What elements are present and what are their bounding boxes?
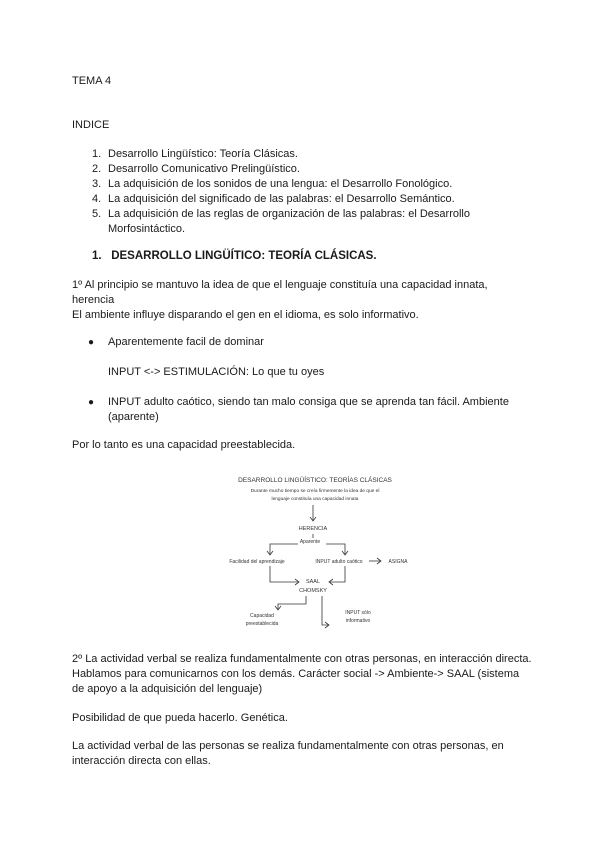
diagram-arrow-bottom-right [322, 596, 328, 625]
diagram-bottom-right-label: informativo [345, 618, 371, 624]
toc-item [92, 207, 532, 237]
diagram-bottom-right-label: INPUT sólo [345, 610, 371, 616]
diagram-center-label: SAAL [305, 579, 321, 585]
document-title: TEMA 4 [72, 75, 112, 87]
table-of-contents [92, 147, 532, 237]
diagram-intro-line: Durante mucho tiempo se creía firmemente la idea de que el [250, 489, 380, 494]
toc-item-text: La adquisición del significado de las palabras: el Desarrollo Semántico. [108, 193, 455, 205]
diagram-arrow-right [326, 544, 345, 554]
toc-item-number: 3. [92, 178, 102, 190]
input-stimulation-line: INPUT <-> ESTIMULACIÓN: Lo que tu oyes [108, 366, 325, 378]
toc-item-text: Desarrollo Lingüístico: Teoría Clásicas. [108, 148, 298, 160]
diagram-arrow-left [270, 544, 298, 554]
diagram-aparente-label: Aparente [299, 539, 321, 545]
diagram-bottom-left-label: Capacidad [250, 613, 274, 619]
diagram-arrow-bottom-left [278, 596, 306, 609]
toc-item-text: Desarrollo Comunicativo Prelingüístico. [108, 163, 300, 175]
diagram-left-label: Facilidad del aprendizaje [229, 559, 285, 565]
diagram-svg [220, 470, 410, 630]
paragraph-social: 2º La actividad verbal se realiza fundamentalmente con otras personas, en interacción directa. Hablamos para comunicarnos con los demás. Carácter social -> Ambiente-> SAAL (sistema de apoyo a la adquisición del lenguaje) [72, 653, 532, 695]
toc-item [92, 147, 532, 162]
paragraph-genetics: Posibilidad de que pueda hacerlo. Genética. [72, 712, 288, 724]
section-heading [92, 249, 377, 264]
diagram-title: DESARROLLO LINGÜÍSTICO: TEORÍAS CLÁSICAS [238, 477, 392, 484]
bullet-text: INPUT adulto caótico, siendo tan malo consiga que se aprenda tan fácil. Ambiente (aparente) [108, 396, 509, 423]
diagram-right-label: INPUT adulto caótico [315, 559, 363, 565]
bullet-icon: ● [88, 337, 95, 348]
paragraph-line: 1º Al principio se mantuvo la idea de que el lenguaje constituía una capacidad innata, herencia [72, 279, 488, 306]
paragraph-verbal-activity: La actividad verbal de las personas se realiza fundamentalmente con otras personas, en interacción directa con ellas. [72, 740, 504, 767]
paragraph-innate [72, 278, 532, 323]
diagram-bottom-left-label: preestablecida [245, 621, 279, 627]
diagram-center-label: CHOMSKY [299, 588, 327, 594]
paragraph-line: El ambiente influye disparando el gen en el idioma, es solo informativo. [72, 309, 419, 321]
toc-item-number: 4. [92, 193, 102, 205]
diagram-herencia-label: HERENCIA [298, 526, 328, 532]
bullet-item [88, 335, 548, 350]
theory-diagram [220, 470, 410, 630]
bullet-icon: ● [88, 397, 95, 408]
toc-item [92, 192, 532, 207]
conclusion-text: Por lo tanto es una capacidad preestablecida. [72, 439, 296, 451]
diagram-right-far-label: ASIGNA [388, 559, 408, 565]
toc-item [92, 162, 532, 177]
bullet-text: Aparentemente facil de dominar [108, 336, 264, 348]
index-heading: INDICE [72, 119, 110, 131]
toc-item-text: La adquisición de los sonidos de una lengua: el Desarrollo Fonológico. [108, 178, 453, 190]
section-number: 1. [92, 250, 102, 262]
toc-item-text: La adquisición de las reglas de organización de las palabras: el Desarrollo Morfosintáctico. [108, 208, 470, 235]
section-title: DESARROLLO LINGÜÍTICO: TEORÍA CLÁSICAS. [111, 250, 377, 262]
toc-item-number: 2. [92, 163, 102, 175]
diagram-intro-line: lenguaje constituía una capacidad innata [271, 497, 359, 502]
diagram-arrow-left-to-center [270, 566, 298, 582]
toc-item-number: 1. [92, 148, 102, 160]
toc-item-number: 5. [92, 208, 102, 220]
toc-item [92, 177, 532, 192]
bullet-item [88, 395, 548, 425]
